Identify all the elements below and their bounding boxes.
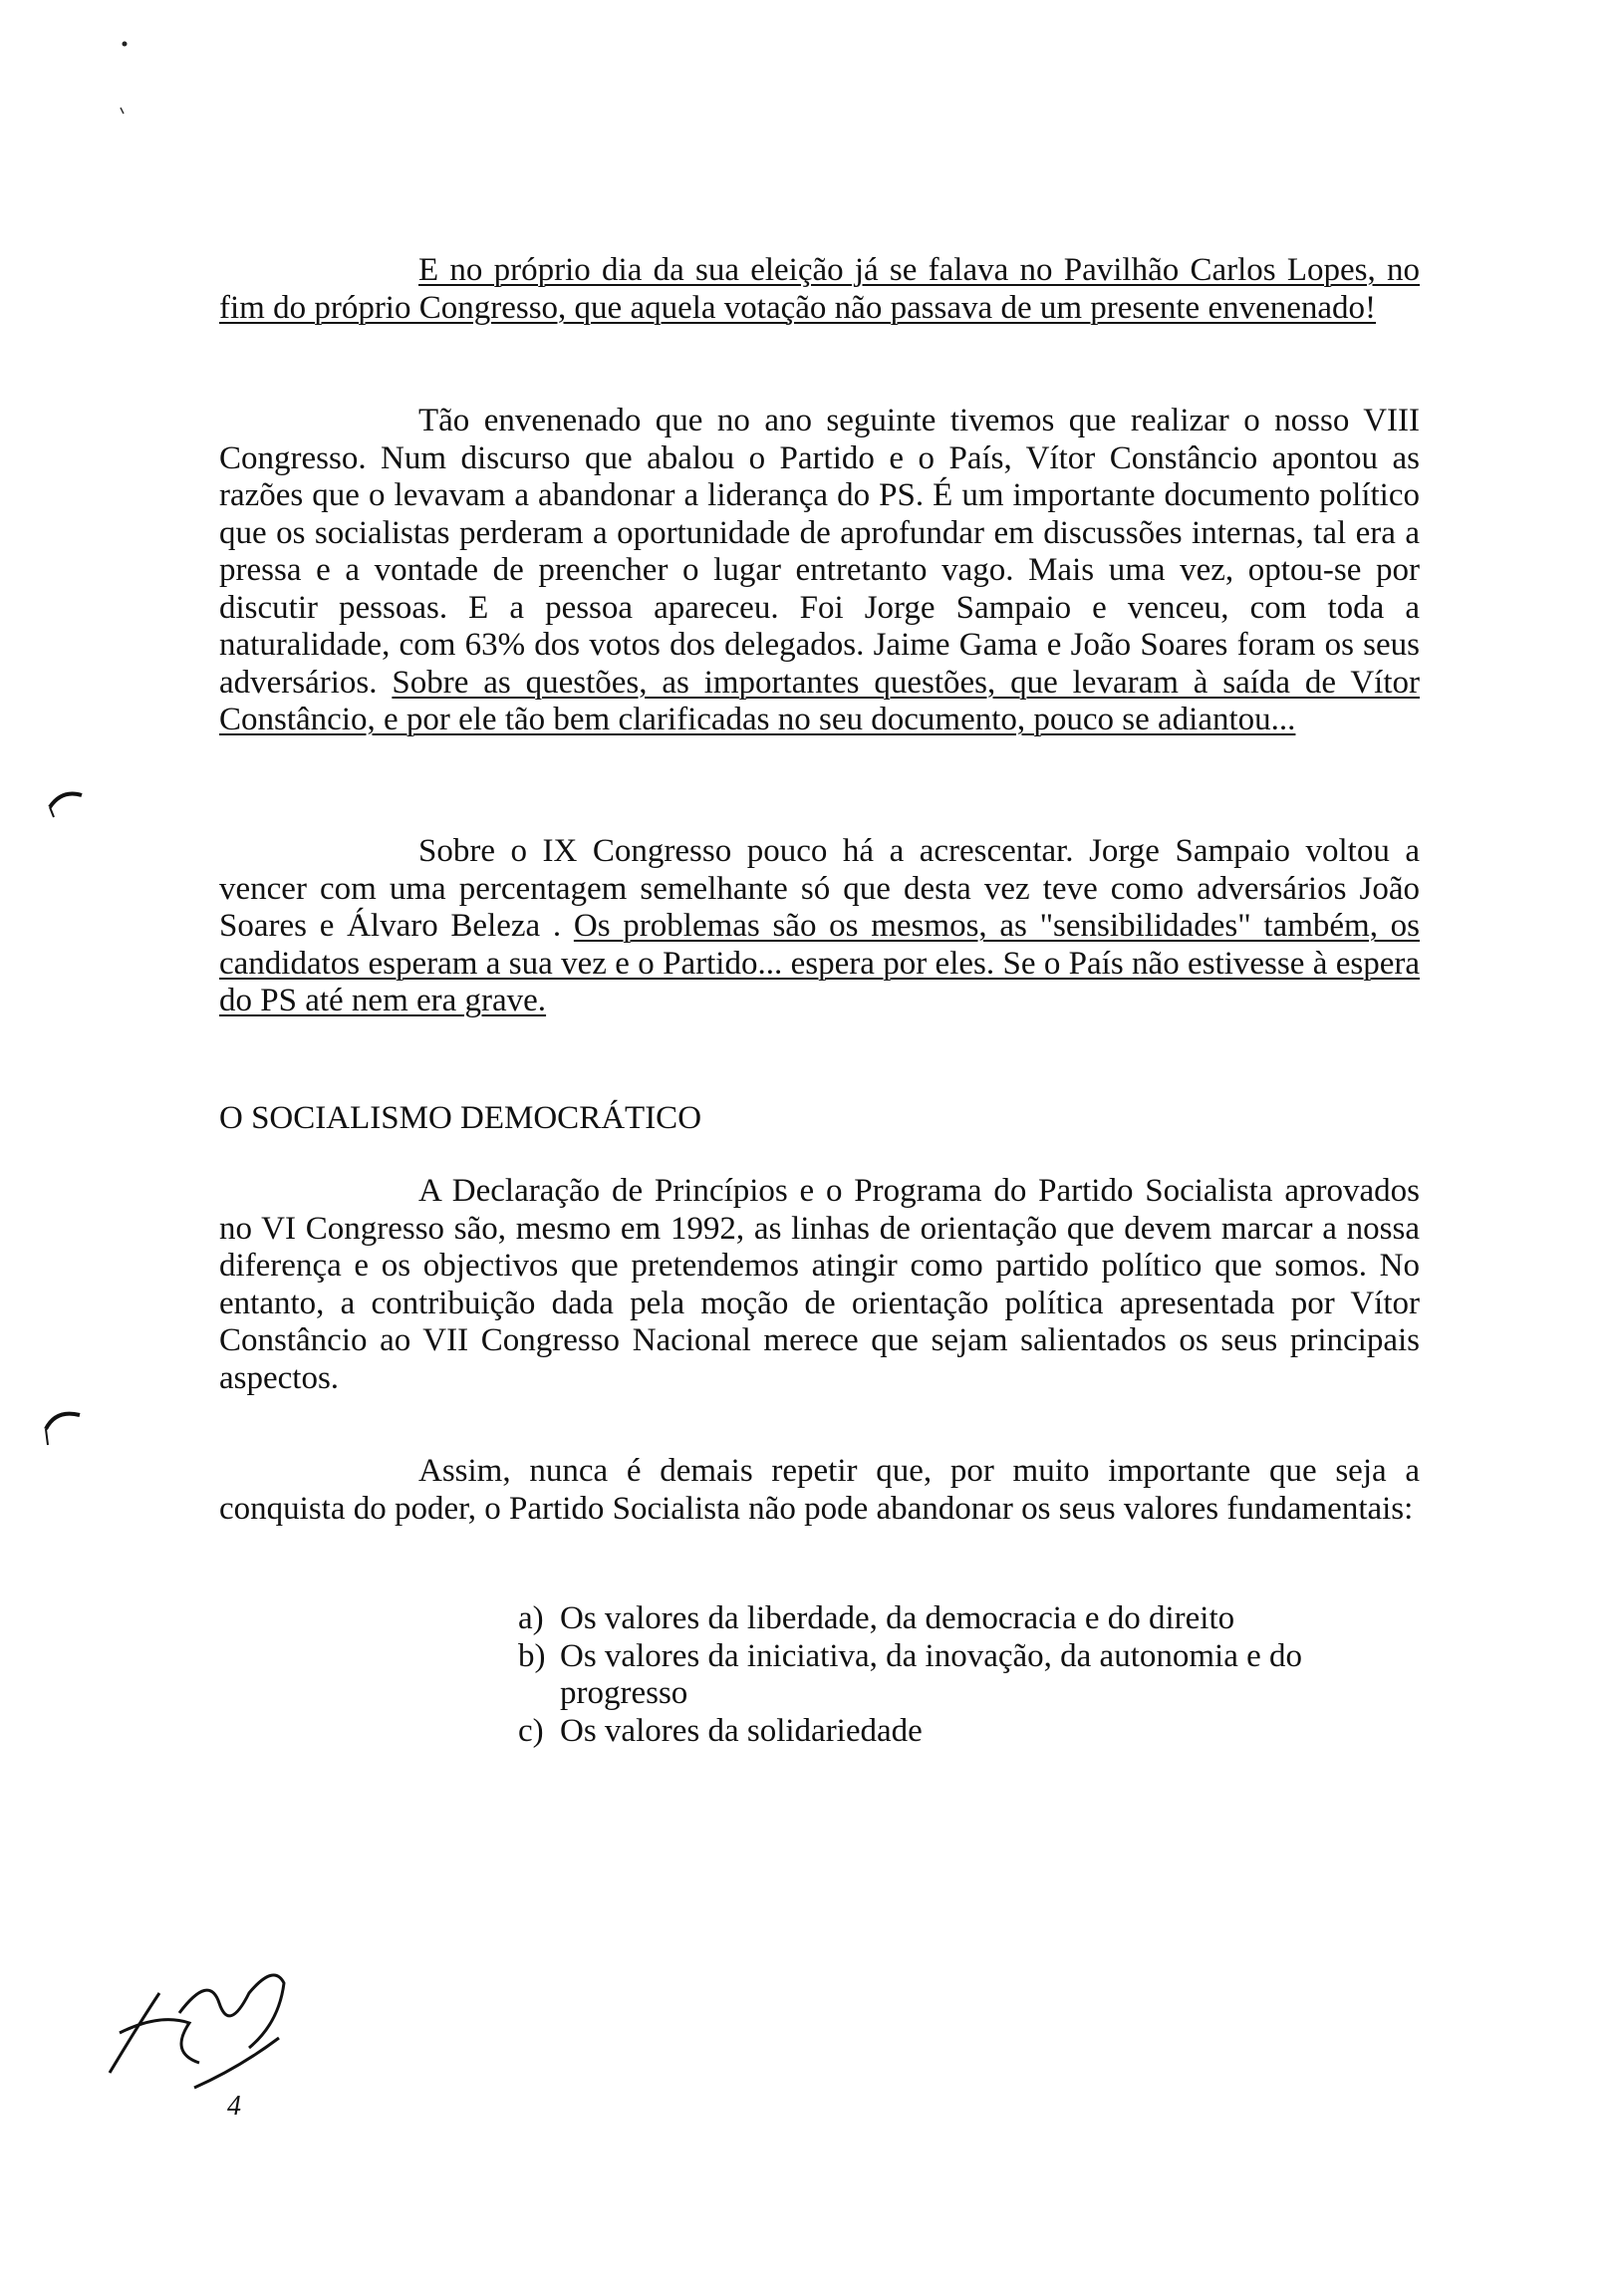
list-item: a) Os valores da liberdade, da democracia e do direito — [518, 1600, 1235, 1636]
underlined-passage: Sobre as questões, as importantes questões, que levaram à saída de Vítor Constâncio, e por ele tão bem clarificadas no seu documento, pouco se adiantou... — [219, 664, 1420, 737]
binder-hole-mark — [42, 777, 102, 827]
list-item: b) Os valores da iniciativa, da inovação, da autonomia e do progresso — [518, 1637, 1302, 1711]
values-list — [518, 1600, 1415, 1750]
paragraph-4: A Declaração de Princípios e o Programa do Partido Socialista aprovados no VI Congresso são, mesmo em 1992, as linhas de orientação que devem marcar a nossa diferença e os objectivos que pretendemos atingir como partido político que somos. No entanto, a contribuição dada pela moção de orientação política apresentada por Vítor Constâncio ao VII Congresso Nacional merece que sejam salientados os seus principais aspectos. — [219, 1173, 1420, 1396]
paragraph-3: Sobre o IX Congresso pouco há a acrescentar. Jorge Sampaio voltou a vencer com uma percentagem semelhante só que desta vez teve como adversários João Soares e Álvaro Beleza . Os problemas são os mesmos, as "sensibilidades" também, os candidatos esperam a sua vez e o Partido... espera por eles. Se o País não estivesse à espera do PS até nem era grave. — [219, 833, 1421, 1018]
paragraph-2: Tão envenenado que no ano seguinte tivemos que realizar o nosso VIII Congresso. Num discurso que abalou o Partido e o País, Vítor Constâncio apontou as razões que o levavam a abandonar a liderança do PS. É um importante documento político que os socialistas perderam a oportunidade de aprofundar em discussões internas, tal era a pressa e a vontade de preencher o lugar entretanto vago. Mais uma vez, optou-se por discutir pessoas. E a pessoa apareceu. Foi Jorge Sampaio e venceu, com toda a naturalidade, com 63% dos votos dos delegados. Jaime Gama e João Soares foram os seus adversários. Sobre as questões, as importantes questões, que levaram à saída de Vítor Constâncio, e por ele tão bem clarificadas no seu documento, pouco se adiantou... — [219, 403, 1420, 737]
page-number: 4 — [227, 2091, 241, 2122]
paragraph-5: Assim, nunca é demais repetir que, por muito importante que seja a conquista do poder, o Partido Socialista não pode abandonar os seus valores fundamentais: — [219, 1453, 1420, 1527]
handwritten-signature — [100, 1953, 299, 2103]
paragraph-1 — [219, 252, 1420, 327]
list-item: c) Os valores da solidariedade — [518, 1712, 923, 1749]
scan-speck-mark — [115, 38, 134, 118]
underlined-passage: E no próprio dia da sua eleição já se falava no Pavilhão Carlos Lopes, no fim do próprio Congresso, que aquela votação não passava de um presente envenenado! — [219, 252, 1420, 326]
binder-hole-mark — [38, 1395, 98, 1455]
section-heading: O SOCIALISMO DEMOCRÁTICO — [219, 1100, 702, 1136]
underlined-passage: Os problemas são os mesmos, as "sensibilidades" também, os candidatos esperam a sua vez e o Partido... espera por eles. Se o País não estivesse à espera do PS até nem era grave. — [219, 908, 1421, 1018]
